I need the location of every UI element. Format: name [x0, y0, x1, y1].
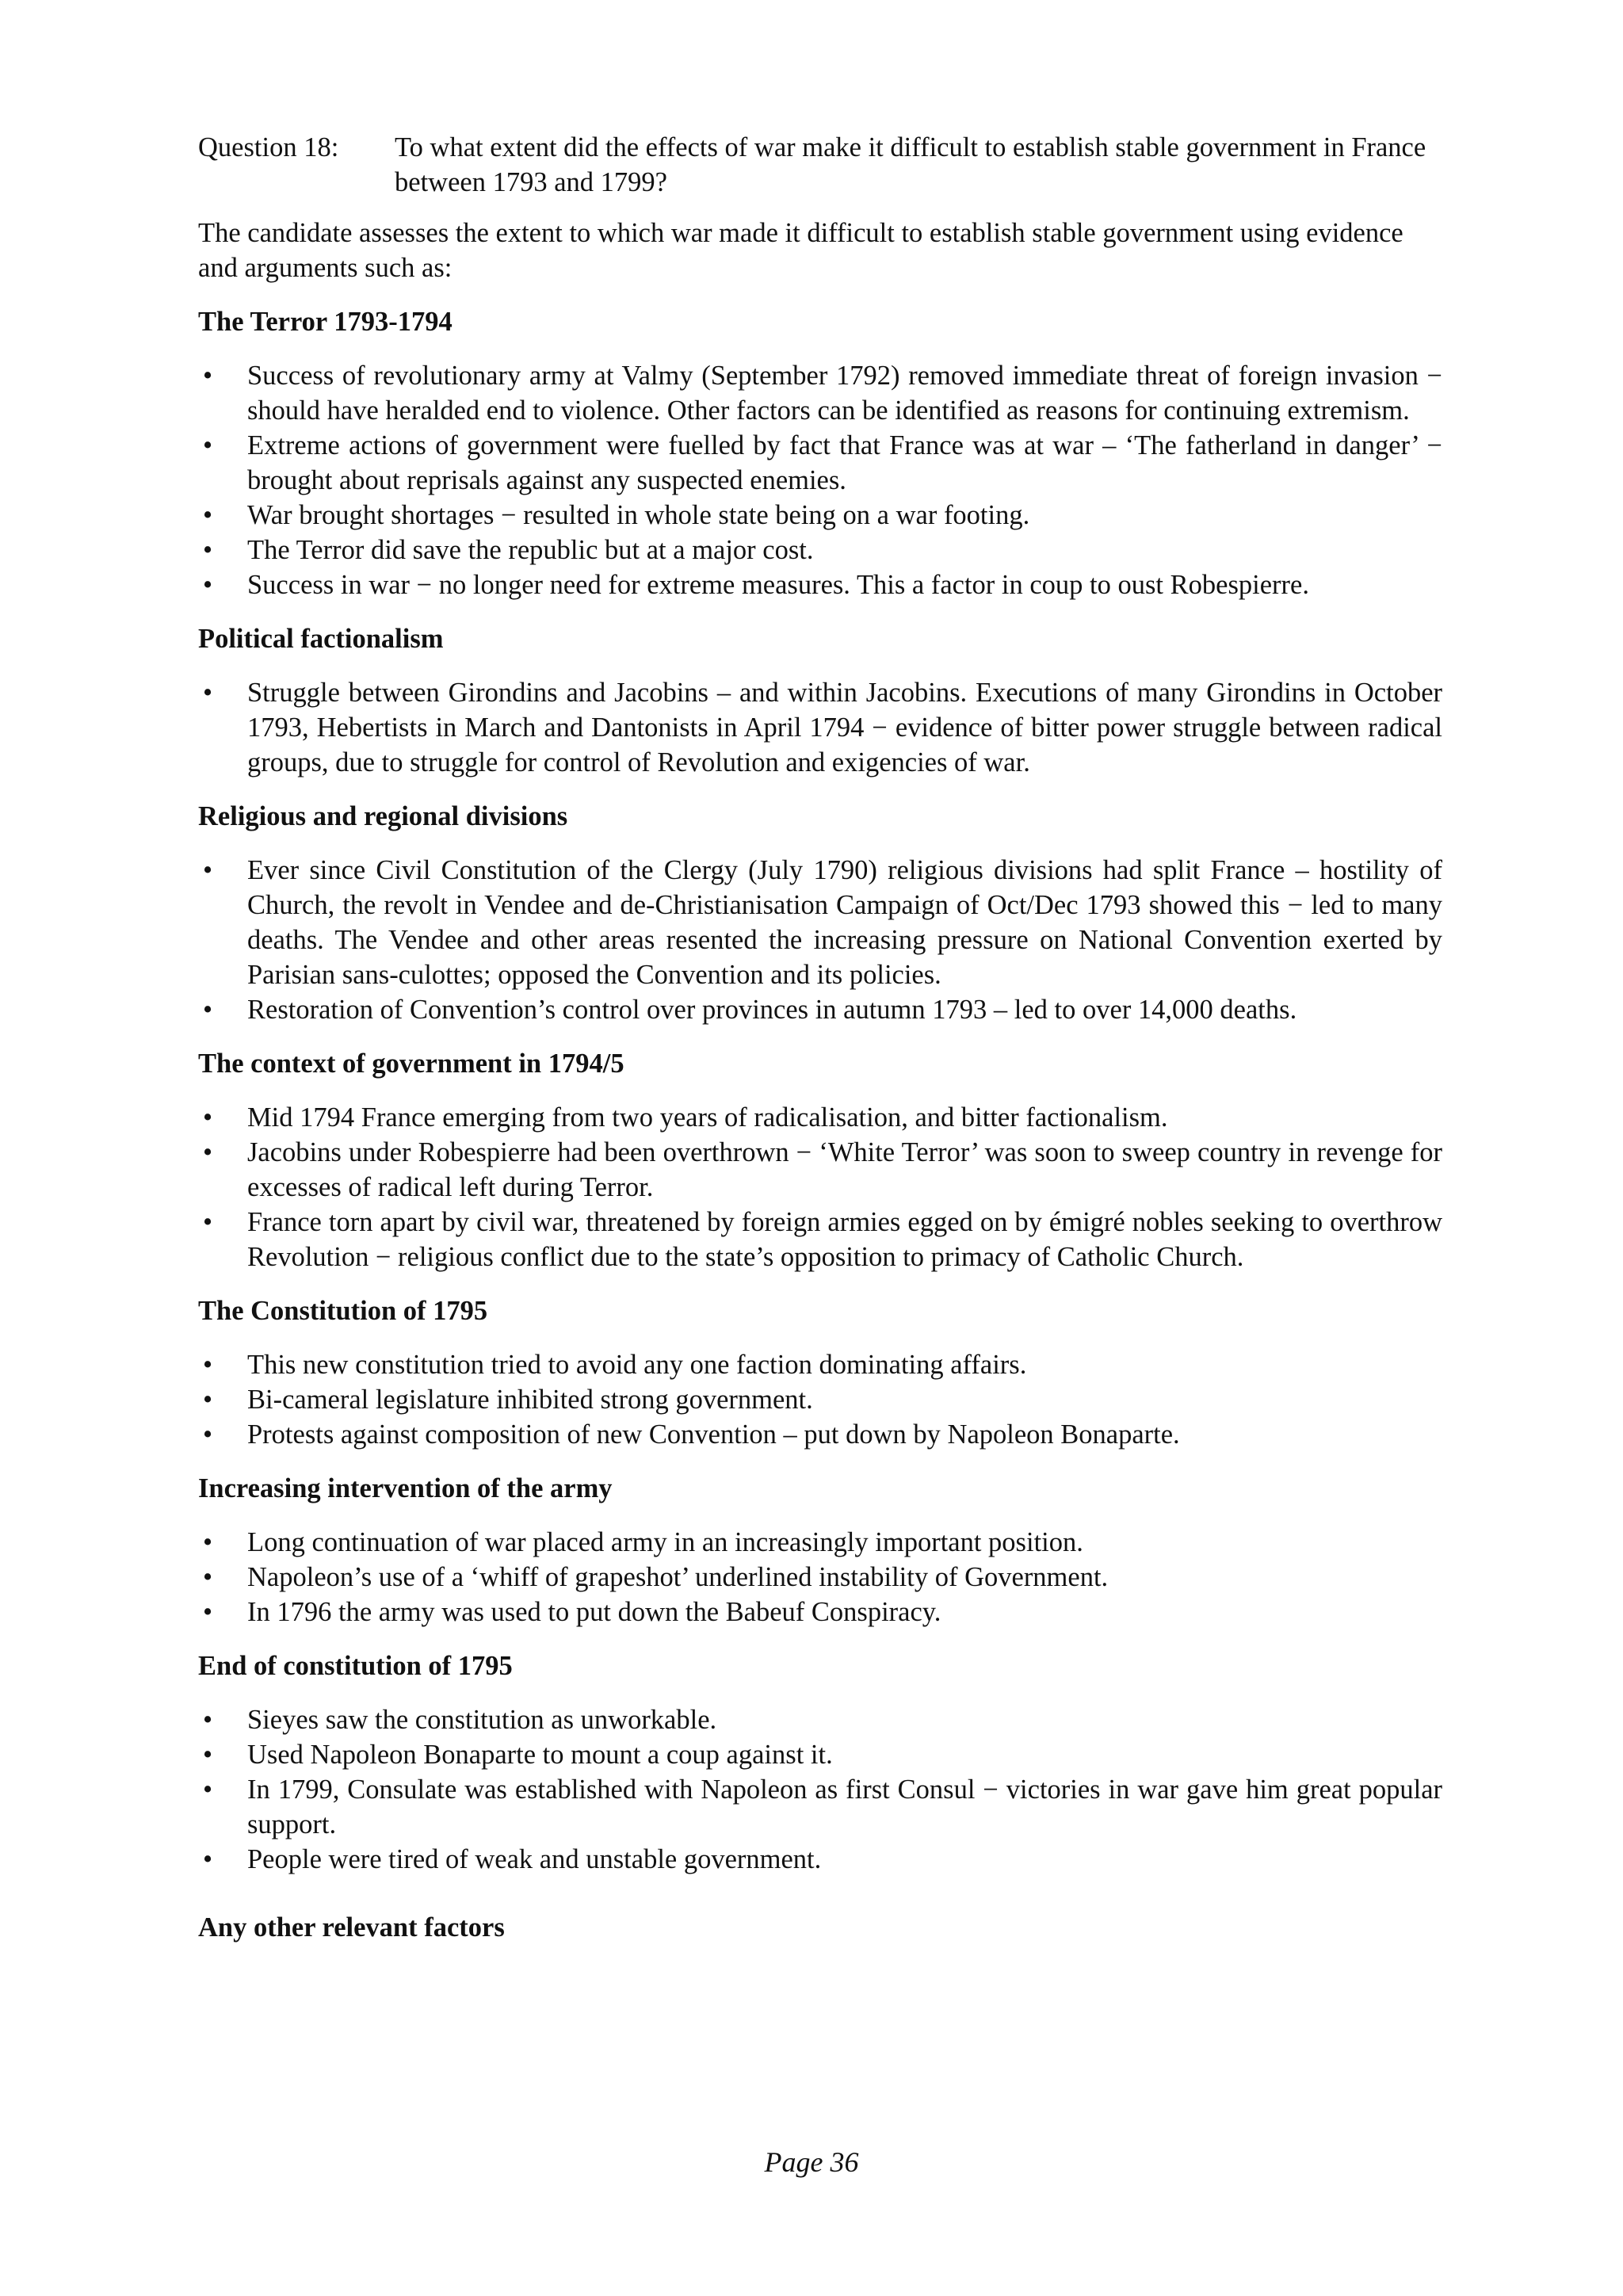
bullet-list: [198, 358, 1442, 602]
bullet-list: [198, 1525, 1442, 1629]
bullet-item: • In 1799, Consulate was established with Napoleon as first Consul − victories in war gave him great popular support.: [198, 1772, 1442, 1842]
question-label: Question 18:: [198, 132, 339, 162]
bullet-item: • Used Napoleon Bonaparte to mount a coup against it.: [198, 1737, 1442, 1772]
bullet-item: • Success of revolutionary army at Valmy (September 1792) removed immediate threat of foreign invasion − should have heralded end to violence. Other factors can be identified as reasons for continuing extremism.: [198, 358, 1442, 428]
section-heading: End of constitution of 1795: [198, 1651, 513, 1681]
section-heading: The Terror 1793-1794: [198, 307, 453, 337]
question-text: To what extent did the effects of war make it difficult to establish stable government in France between 1793 and 1799?: [395, 132, 1426, 197]
bullet-list: [198, 1702, 1442, 1877]
bullet-item: • Protests against composition of new Convention – put down by Napoleon Bonaparte.: [198, 1417, 1442, 1452]
section-heading: Political factionalism: [198, 624, 444, 654]
bullet-item: • The Terror did save the republic but at a major cost.: [198, 533, 1442, 567]
bullet-item: • Long continuation of war placed army in an increasingly important position.: [198, 1525, 1442, 1560]
bullet-item: • Bi-cameral legislature inhibited strong government.: [198, 1382, 1442, 1417]
bullet-item: • In 1796 the army was used to put down the Babeuf Conspiracy.: [198, 1595, 1442, 1629]
bullet-item: • War brought shortages − resulted in whole state being on a war footing.: [198, 498, 1442, 533]
bullet-list: [198, 853, 1442, 1027]
final-heading: Any other relevant factors: [198, 1912, 505, 1943]
question: [198, 130, 1442, 200]
page-number: Page 36: [764, 2146, 859, 2178]
bullet-item: • People were tired of weak and unstable government.: [198, 1842, 1442, 1877]
bullet-item: • Sieyes saw the constitution as unworkable.: [198, 1702, 1442, 1737]
bullet-list: [198, 1100, 1442, 1274]
bullet-list: [198, 1347, 1442, 1452]
bullet-item: • France torn apart by civil war, threatened by foreign armies egged on by émigré nobles seeking to overthrow Revolution − religious conflict due to the state’s opposition to primacy of Catholic Church.: [198, 1205, 1442, 1274]
sections: [198, 304, 1442, 1877]
intro-paragraph: The candidate assesses the extent to which war made it difficult to establish stable government using evidence and arguments such as:: [198, 218, 1403, 283]
section-heading: Increasing intervention of the army: [198, 1473, 613, 1503]
bullet-item: • Success in war − no longer need for extreme measures. This a factor in coup to oust Robespierre.: [198, 567, 1442, 602]
section-heading: The Constitution of 1795: [198, 1296, 488, 1326]
bullet-item: • Napoleon’s use of a ‘whiff of grapeshot’ underlined instability of Government.: [198, 1560, 1442, 1595]
bullet-item: • Extreme actions of government were fuelled by fact that France was at war – ‘The fatherland in danger’ − brought about reprisals against any suspected enemies.: [198, 428, 1442, 498]
document-page: [198, 130, 1442, 1964]
section-heading: The context of government in 1794/5: [198, 1049, 624, 1079]
bullet-item: • This new constitution tried to avoid any one faction dominating affairs.: [198, 1347, 1442, 1382]
bullet-item: • Ever since Civil Constitution of the Clergy (July 1790) religious divisions had split France – hostility of Church, the revolt in Vendee and de-Christianisation Campaign of Oct/Dec 1793 showed this − led to many deaths. The Vendee and other areas resented the increasing pressure on National Convention exerted by Parisian sans-culottes; opposed the Convention and its policies.: [198, 853, 1442, 992]
bullet-item: • Jacobins under Robespierre had been overthrown − ‘White Terror’ was soon to sweep country in revenge for excesses of radical left during Terror.: [198, 1135, 1442, 1205]
bullet-item: • Restoration of Convention’s control over provinces in autumn 1793 – led to over 14,000 deaths.: [198, 992, 1442, 1027]
section-heading: Religious and regional divisions: [198, 801, 568, 831]
bullet-item: • Struggle between Girondins and Jacobins – and within Jacobins. Executions of many Girondins in October 1793, Hebertists in March and Dantonists in April 1794 − evidence of bitter power struggle between radical groups, due to struggle for control of Revolution and exigencies of war.: [198, 675, 1442, 780]
bullet-item: • Mid 1794 France emerging from two years of radicalisation, and bitter factionalism.: [198, 1100, 1442, 1135]
bullet-list: [198, 675, 1442, 780]
